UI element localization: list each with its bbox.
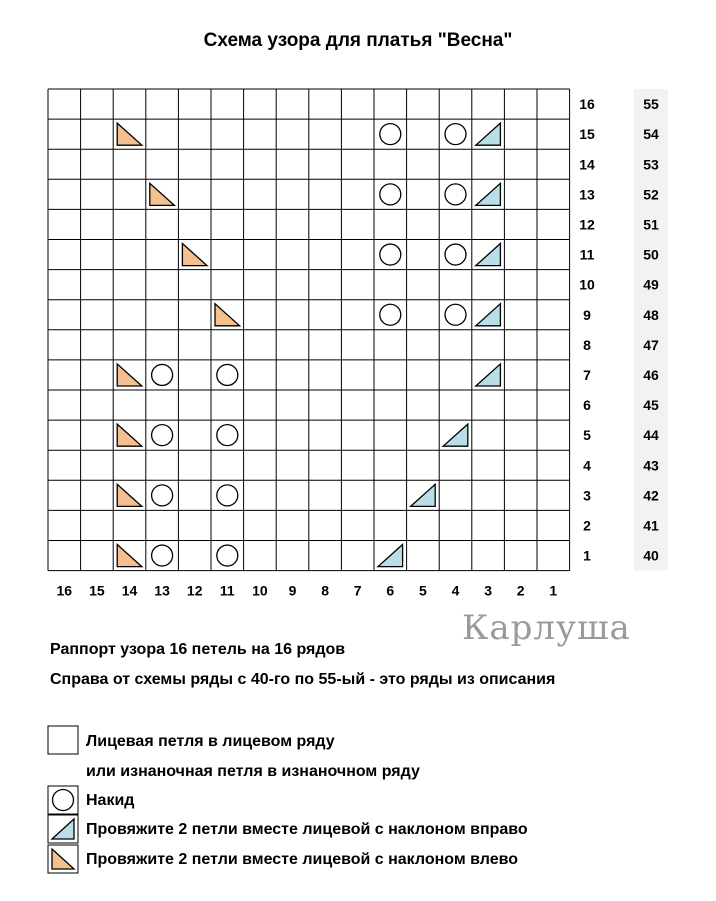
decrease-left-symbol (215, 304, 240, 326)
description-row-number-label: 52 (643, 186, 659, 203)
legend-yarn-over-label: Накид (86, 792, 135, 809)
decrease-right-symbol (476, 244, 501, 266)
decrease-right-symbol (378, 545, 403, 567)
legend-knit-icon (48, 726, 78, 754)
yarn-over-symbol (445, 184, 466, 205)
decrease-left-symbol (117, 545, 142, 567)
decrease-right-symbol (476, 304, 501, 326)
description-row-number-label: 54 (643, 126, 659, 143)
yarn-over-symbol (445, 304, 466, 325)
row-number-label: 9 (583, 306, 591, 323)
repeat-caption: Раппорт узора 16 петель на 16 рядов (50, 641, 346, 658)
decrease-left-symbol (182, 244, 207, 266)
yarn-over-symbol (152, 485, 173, 506)
description-row-number-label: 47 (643, 336, 659, 353)
row-number-label: 1 (583, 547, 591, 564)
legend-decrease-left-label: Провяжите 2 петли вместе лицевой с наклоном влево (86, 851, 518, 868)
column-number-label: 9 (288, 582, 297, 599)
column-number-label: 15 (89, 582, 105, 599)
description-row-number-label: 48 (643, 306, 659, 323)
decrease-left-symbol (117, 364, 142, 386)
row-number-label: 2 (583, 517, 591, 534)
row-number-label: 10 (579, 276, 595, 293)
column-number-label: 4 (451, 582, 460, 599)
row-number-label: 6 (583, 397, 591, 414)
row-number-label: 13 (579, 186, 595, 203)
watermark-logo: Карлуша (462, 608, 631, 648)
decrease-left-symbol (117, 424, 142, 446)
column-number-label: 6 (386, 582, 395, 599)
description-row-number-label: 45 (643, 397, 659, 414)
row-number-label: 14 (579, 156, 595, 173)
yarn-over-symbol (445, 124, 466, 145)
yarn-over-symbol (380, 244, 401, 265)
column-number-label: 2 (516, 582, 525, 599)
description-row-number-label: 50 (643, 246, 659, 263)
description-row-number-label: 51 (643, 216, 659, 233)
description-row-number-label: 53 (643, 156, 659, 173)
yarn-over-symbol (380, 304, 401, 325)
column-number-label: 12 (186, 582, 203, 599)
row-number-label: 15 (579, 126, 595, 143)
legend-yarn-over-icon (53, 790, 74, 811)
row-number-label: 8 (583, 336, 591, 353)
decrease-right-symbol (476, 183, 501, 205)
yarn-over-symbol (217, 364, 238, 385)
decrease-left-symbol (117, 123, 142, 145)
row-number-label: 3 (583, 487, 591, 504)
row-number-label: 4 (583, 457, 591, 474)
column-number-label: 14 (121, 582, 138, 599)
row-number-label: 5 (583, 427, 591, 444)
column-number-label: 8 (321, 582, 329, 599)
description-row-number-label: 55 (643, 96, 659, 113)
column-number-label: 16 (56, 582, 73, 599)
decrease-right-symbol (476, 364, 501, 386)
yarn-over-symbol (217, 485, 238, 506)
row-number-label: 7 (583, 366, 591, 383)
decrease-right-symbol (411, 484, 436, 506)
row-number-label: 12 (579, 216, 595, 233)
yarn-over-symbol (217, 425, 238, 446)
column-number-label: 11 (219, 582, 235, 599)
column-number-label: 13 (154, 582, 170, 599)
legend-knit-label-2: или изнаночная петля в изнаночном ряду (86, 763, 420, 780)
decrease-left-symbol (150, 183, 175, 205)
description-row-number-label: 40 (643, 547, 659, 564)
legend-decrease-right-label: Провяжите 2 петли вместе лицевой с наклоном вправо (86, 821, 528, 838)
yarn-over-symbol (152, 364, 173, 385)
description-row-number-label: 42 (643, 487, 659, 504)
column-number-label: 3 (484, 582, 492, 599)
yarn-over-symbol (445, 244, 466, 265)
description-row-number-label: 43 (643, 457, 659, 474)
yarn-over-symbol (217, 545, 238, 566)
yarn-over-symbol (380, 124, 401, 145)
yarn-over-symbol (152, 425, 173, 446)
decrease-left-symbol (117, 484, 142, 506)
column-number-label: 5 (419, 582, 427, 599)
column-number-label: 7 (353, 582, 362, 599)
description-row-number-label: 46 (643, 366, 659, 383)
yarn-over-symbol (152, 545, 173, 566)
decrease-right-symbol (476, 123, 501, 145)
row-number-label: 11 (579, 246, 595, 263)
chart-title: Схема узора для платья "Весна" (203, 30, 513, 51)
description-row-number-label: 41 (643, 517, 659, 534)
yarn-over-symbol (380, 184, 401, 205)
description-row-number-label: 44 (643, 427, 659, 444)
legend-knit-label-1: Лицевая петля в лицевом ряду (86, 733, 335, 750)
rows-caption: Справа от схемы ряды с 40-го по 55-ый - это ряды из описания (50, 671, 556, 688)
row-number-label: 16 (579, 96, 595, 113)
column-number-label: 10 (252, 582, 268, 599)
decrease-right-symbol (443, 424, 468, 446)
description-row-number-label: 49 (643, 276, 659, 293)
column-number-label: 1 (549, 582, 558, 599)
